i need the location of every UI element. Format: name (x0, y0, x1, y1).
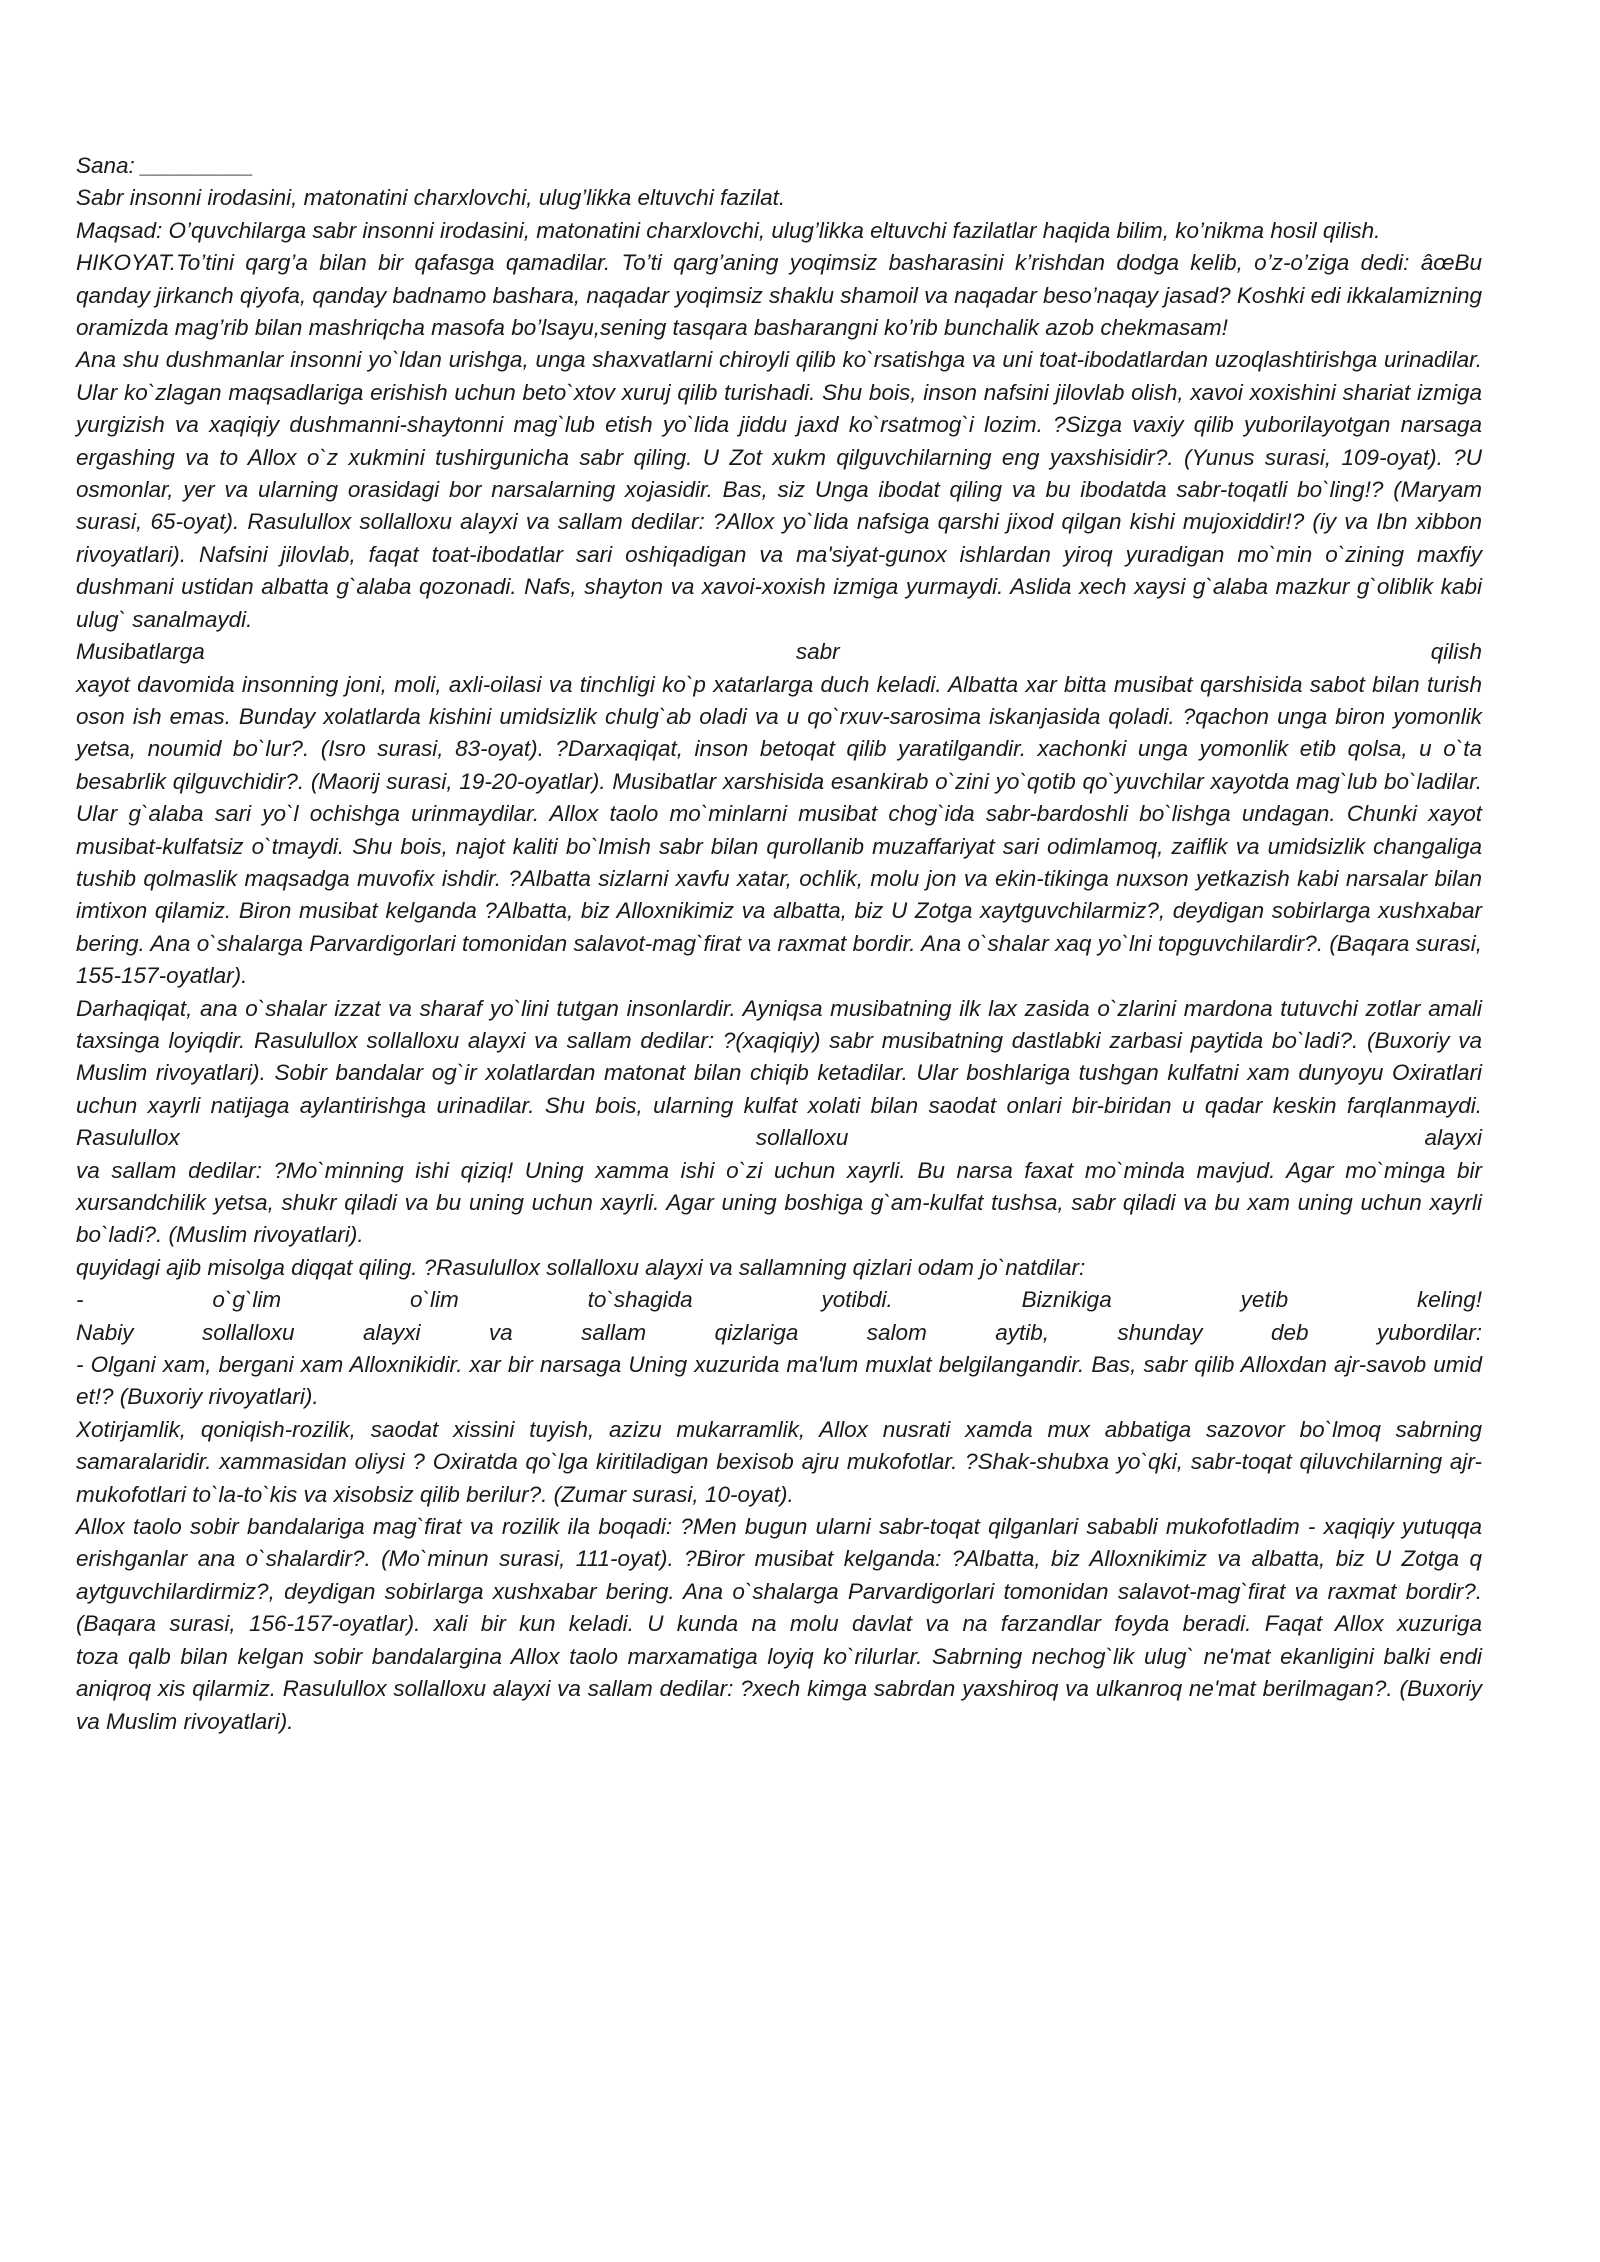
dialogue-line: - o`g`lim o`lim to`shagida yotibdi. Biznikiga yetib keling! (76, 1287, 1482, 1313)
dialogue-line: - Olgani xam, bergani xam Alloxnikidir. xar bir narsaga Uning xuzurida ma'lum muxlat belgilangandir. Bas, sabr qilib Alloxdan ajr-savob umid et!? (Buxoriy rivoyatlari). (76, 1352, 1482, 1410)
body-paragraph: xayot davomida insonning joni, moli, axli-oilasi va tinchligi ko`p xatarlarga duch keladi. Albatta xar bitta musibat qarshisida sabot bilan turish oson ish emas. Bunday xolatlarda kishini umidsizlik chulg`ab oladi va u qo`rxuv-sarosima iskanjasida qoladi. ?qachon unga biron yomonlik yetsa, noumid bo`lur?. (Isro surasi, 83-oyat). ?Darxaqiqat, inson betoqat qilib yaratilgandir. xachonki unga yomonlik etib qolsa, u o`ta besabrlik qilguvchidir?. (Maorij surasi, 19-20-oyatlar). Musibatlar xarshisida esankirab o`zini yo`qotib qo`yuvchilar xayotda mag`lub bo`ladilar. Ular g`alaba sari yo`l ochishga urinmaydilar. Allox taolo mo`minlarni musibat chog`ida sabr-bardoshli bo`lishga undagan. Chunki xayot musibat-kulfatsiz o`tmaydi. Shu bois, najot kaliti bo`lmish sabr bilan qurollanib muzaffariyat sari odimlamoq, zaiflik va umidsizlik changaliga tushib qolmaslik maqsadga muvofix ishdir. ?Albatta sizlarni xavfu xatar, ochlik, molu jon va ekin-tikinga nuxson yetkazish kabi narsalar bilan imtixon qilamiz. Biron musibat kelganda ?Albatta, biz Alloxnikimiz va albatta, biz U Zotga xaytguvchilarmiz?, deydigan sobirlarga xushxabar bering. Ana o`shalarga Parvardigorlari tomonidan salavot-mag`firat va raxmat bordir. Ana o`shalar xaq yo`lni topguvchilardir?. (Baqara surasi, 155-157-oyatlar). (76, 671, 1482, 989)
body-paragraph: Xotirjamlik, qoniqish-rozilik, saodat xissini tuyish, azizu mukarramlik, Allox nusrati xamda mux abbatiga sazovor bo`lmoq sabrning samaralaridir. xammasidan oliysi ? Oxiratda qo`lga kiritiladigan bexisob ajru mukofotlar. ?Shak-shubxa yo`qki, sabr-toqat qiluvchilarning ajr-mukofotlari to`la-to`kis va xisobsiz qilib berilur?. (Zumar surasi, 10-oyat). (76, 1416, 1482, 1507)
body-paragraph: Nabiy sollalloxu alayxi va sallam qizlariga salom aytib, shunday deb yubordilar: (76, 1319, 1482, 1345)
body-paragraph: toza qalb bilan kelgan sobir bandalargina Allox taolo marxamatiga loyiq ko`rilurlar. Sabrning nechog`lik ulug` ne'mat ekanligini balki endi aniqroq xis qilarmiz. Rasulullox sollalloxu alayxi va sallam dedilar: ?xech kimga sabrdan yaxshiroq va ulkanroq ne'mat berilmagan?. (Buxoriy va Muslim rivoyatlari). (76, 1643, 1482, 1734)
body-paragraph: aytguvchilardirmiz?, deydigan sobirlarga xushxabar bering. Ana o`shalarga Parvardigorlari tomonidan salavot-mag`firat va raxmat bordir?. (Baqara surasi, 156-157-oyatlar). xali bir kun keladi. U kunda na molu davlat va na farzandlar foyda beradi. Faqat Allox xuzuriga (76, 1578, 1482, 1637)
goal-paragraph: Maqsad: O’quvchilarga sabr insonni irodasini, matonatini charxlovchi, ulug’likka eltuvchi fazilatlar haqida bilim, ko’nikma hosil qilish. (76, 217, 1381, 243)
body-paragraph: quyidagi ajib misolga diqqat qiling. ?Rasulullox sollalloxu alayxi va sallamning qizlari odam jo`natdilar: (76, 1254, 1086, 1280)
body-paragraph: Darhaqiqat, ana o`shalar izzat va sharaf yo`lini tutgan insonlardir. Ayniqsa musibatning ilk lax zasida o`zlarini mardona tutuvchi zotlar amali taxsinga loyiqdir. Rasulullox sollalloxu alayxi va sallam dedilar: ?(xaqiqiy) sabr musibatning dastlabki zarbasi paytida bo`ladi?. (Buxoriy va Muslim rivoyatlari). Sobir bandalar og`ir xolatlardan matonat bilan chiqib ketadilar. Ular boshlariga tushgan kulfatni xam dunyoyu Oxiratlari uchun xayrli natijaga aylantirishga urinadilar. Shu bois, ularning kulfat xolati bilan saodat onlari bir-biridan u qadar keskin farqlanmaydi. Rasulullox sollalloxu alayxi (76, 995, 1482, 1151)
body-paragraph: Ana shu dushmanlar insonni yo`ldan urishga, unga shaxvatlarni chiroyli qilib ko`rsatishga va uni toat-ibodatlardan uzoqlashtirishga urinadilar. Ular ko`zlagan maqsadlariga erishish uchun beto`xtov xuruj qilib turishadi. Shu bois, inson nafsini jilovlab olish, xavoi xoxishini shariat izmiga yurgizish va xaqiqiy dushmanni-shaytonni mag`lub etish yo`lida jiddu jaxd ko`rsatmog`i lozim. ?Sizga vaxiy qilib yuborilayotgan narsaga ergashing va to Allox o`z xukmini tushirgunicha sabr qiling. U Zot xukm qilguvchilarning eng yaxshisidir?. (Yunus surasi, 109-oyat). ?U osmonlar, yer va ularning orasidagi bor narsalarning xojasidir. Bas, siz Unga ibodat qiling va bu ibodatda sabr-toqatli bo`ling!? (Maryam surasi, 65-oyat). Rasulullox sollalloxu alayxi va sallam dedilar: ?Allox yo`lida nafsiga qarshi jixod qilgan kishi mujoxiddir!? (iy va Ibn xibbon rivoyatlari). Nafsini jilovlab, faqat toat-ibodatlar sari oshiqadigan va ma'siyat-gunox ishlardan yiroq yuradigan mo`min o`zining maxfiy dushmani ustidan albatta g`alaba qozonadi. Nafs, shayton va xavoi-xoxish izmiga yurmaydi. Aslida xech xaysi g`alaba mazkur g`oliblik kabi ulug` sanalmaydi. (76, 347, 1482, 632)
section-heading: Musibatlarga sabr qilish (76, 639, 1482, 665)
date-line: Sana: _________ (76, 153, 254, 178)
topic-line: Sabr insonni irodasini, matonatini charxlovchi, ulug’likka eltuvchi fazilat. (76, 185, 786, 211)
body-paragraph: Allox taolo sobir bandalariga mag`firat va rozilik ila boqadi: ?Men bugun ularni sabr-toqat qilganlari sababli mukofotladim - xaqiqiy yutuqqa erishganlar ana o`shalardir?. (Mo`minun surasi, 111-oyat). ?Biror musibat kelganda: ?Albatta, biz Alloxnikimiz va albatta, biz U Zotga q (76, 1514, 1482, 1572)
story-paragraph: HIKOYAT.To’tini qarg’a bilan bir qafasga qamadilar. To’ti qarg’aning yoqimsiz basharasini k’rishdan dodga kelib, o’z-o’ziga dedi: âœBu qanday jirkanch qiyofa, qanday badnamo bashara, naqadar yoqimsiz shaklu shamoil va naqadar beso’naqay jasad? Koshki edi ikkalamizning oramizda mag’rib bilan mashriqcha masofa bo’lsayu,sening tasqara basharangni ko’rib bunchalik azob chekmasam! (76, 250, 1482, 341)
body-paragraph: va sallam dedilar: ?Mo`minning ishi qiziq! Uning xamma ishi o`zi uchun xayrli. Bu narsa faxat mo`minda mavjud. Agar mo`minga bir xursandchilik yetsa, shukr qiladi va bu uning uchun xayrli. Agar uning boshiga g`am-kulfat tushsa, sabr qiladi va bu xam uning uchun xayrli bo`ladi?. (Muslim rivoyatlari). (76, 1157, 1482, 1248)
document-page (76, 150, 1482, 1738)
